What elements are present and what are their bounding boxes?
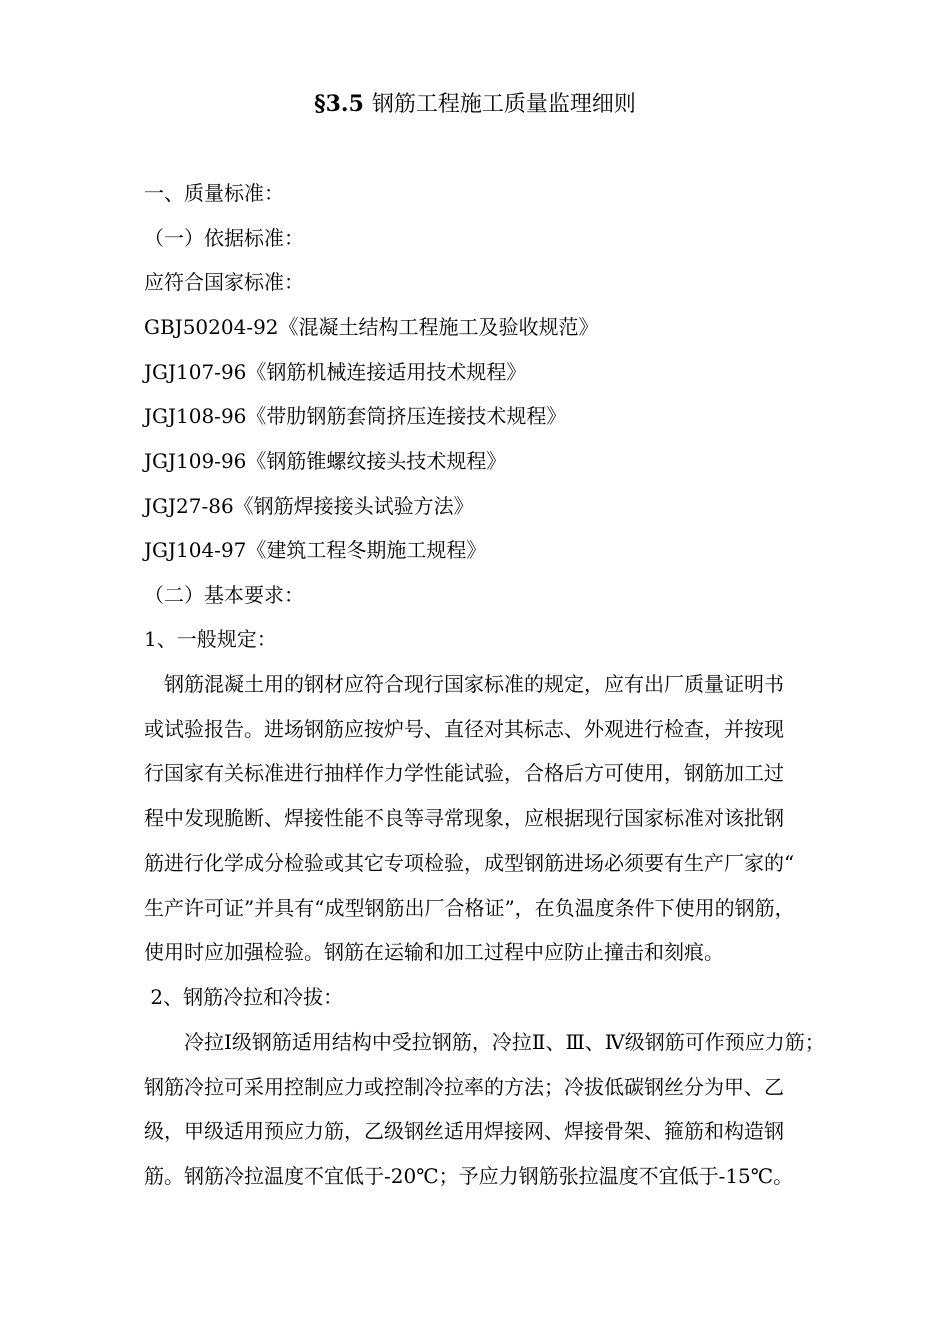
subheading-basis-standards: （一）依据标准： <box>144 226 304 250</box>
paragraph-line: 筋。钢筋冷拉温度不宜低于-20℃；予应力钢筋张拉温度不宜低于-15℃。 <box>144 1164 794 1189</box>
standard-item: JGJ109-96《钢筋锥螺纹接头技术规程》 <box>144 449 507 473</box>
intro-text: 应符合国家标准： <box>144 270 304 294</box>
page-title <box>0 88 950 121</box>
standard-item: GBJ50204-92《混凝土结构工程施工及验收规范》 <box>144 315 599 339</box>
heading-quality-standards: 一、质量标准： <box>144 181 284 205</box>
item-2-paragraph <box>144 1020 884 1199</box>
item-1-heading: 1、一般规定： <box>144 627 277 651</box>
standard-item: JGJ104-97《建筑工程冬期施工规程》 <box>144 538 487 562</box>
subheading-basic-requirements: （二）基本要求： <box>144 583 304 607</box>
paragraph-line: 筋进行化学成分检验或其它专项检验，成型钢筋进场必须要有生产厂家的“ <box>144 850 795 875</box>
item-1-paragraph <box>144 662 884 975</box>
standard-item: JGJ27-86《钢筋焊接接头试验方法》 <box>144 494 474 518</box>
standard-item: JGJ108-96《带肋钢筋套筒挤压连接技术规程》 <box>144 404 567 428</box>
section-number: §3.5 <box>314 91 364 117</box>
title-text: 钢筋工程施工质量监理细则 <box>371 92 636 117</box>
paragraph-line: 或试验报告。进场钢筋应按炉号、直径对其标志、外观进行检查，并按现 <box>144 716 784 741</box>
paragraph-line: 生产许可证”并具有“成型钢筋出厂合格证”，在负温度条件下使用的钢筋， <box>144 895 795 920</box>
paragraph-line: 行国家有关标准进行抽样作力学性能试验，合格后方可使用，钢筋加工过 <box>144 761 784 786</box>
paragraph-line: 冷拉Ⅰ级钢筋适用结构中受拉钢筋，冷拉Ⅱ、Ⅲ、Ⅳ级钢筋可作预应力筋； <box>144 1030 825 1054</box>
standard-item: JGJ107-96《钢筋机械连接适用技术规程》 <box>144 360 527 384</box>
paragraph-line: 程中发现脆断、焊接性能不良等寻常现象，应根据现行国家标准对该批钢 <box>144 806 784 831</box>
item-2-heading: 2、钢筋冷拉和冷拔： <box>144 985 344 1009</box>
paragraph-line: 钢筋冷拉可采用控制应力或控制冷拉率的方法；冷拔低碳钢丝分为甲、乙 <box>144 1074 784 1099</box>
paragraph-line: 钢筋混凝土用的钢材应符合现行国家标准的规定，应有出厂质量证明书 <box>144 672 784 696</box>
paragraph-line: 级，甲级适用预应力筋，乙级钢丝适用焊接网、焊接骨架、箍筋和构造钢 <box>144 1119 784 1144</box>
paragraph-line: 使用时应加强检验。钢筋在运输和加工过程中应防止撞击和刻痕。 <box>144 940 724 965</box>
